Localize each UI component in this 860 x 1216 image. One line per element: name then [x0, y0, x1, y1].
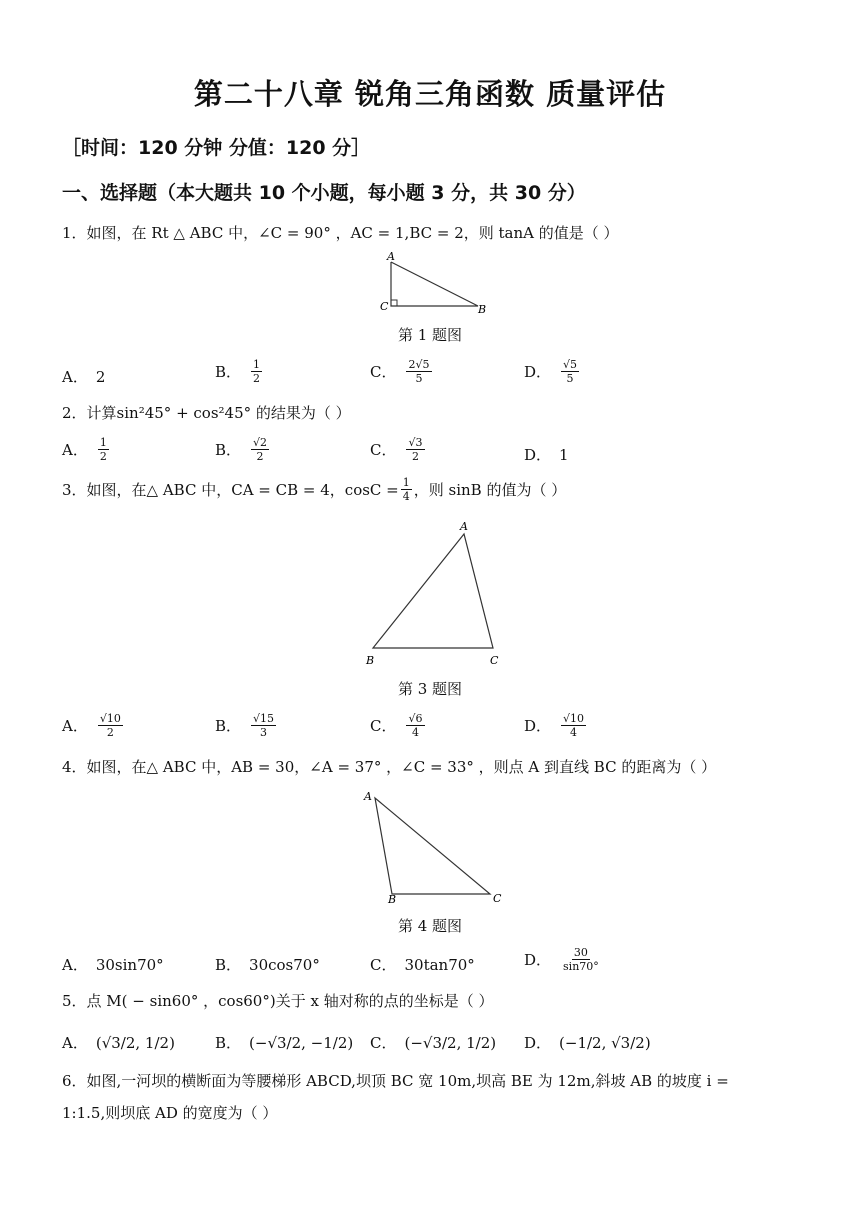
q3-option-d[interactable]: D． $\frac{√10}{4}$ [524, 712, 585, 739]
q3-option-c[interactable]: C． $\frac{√6}{4}$ [370, 712, 423, 739]
q5-option-c[interactable]: C． (−√3/2, 1/2) [370, 1033, 497, 1052]
q4-option-c[interactable]: C． 30tan70° [370, 955, 475, 974]
q4-option-b[interactable]: B． 30cos70° [215, 955, 320, 974]
q3-label-c: C [490, 654, 499, 667]
q1-label-c: C [380, 300, 389, 313]
q2-option-a[interactable]: A． $\frac{1}{2}$ [62, 436, 107, 463]
q1-label-b: B [478, 303, 487, 316]
exam-meta: ［时间：120 分钟 分值：120 分］ [62, 137, 371, 159]
question-1-figure [375, 252, 490, 316]
q5-option-b[interactable]: B． (−√3/2, −1/2) [215, 1033, 354, 1052]
q1-option-c[interactable]: C． $\frac{2√5}{5}$ [370, 358, 430, 385]
q4-label-c: C [493, 892, 502, 905]
q1-label-a: A [387, 252, 395, 263]
q2-option-d[interactable]: D． 1 [524, 445, 569, 464]
q3-option-a[interactable]: A． $\frac{√10}{2}$ [62, 712, 121, 739]
question-6-stem-line1: 6．如图,一河坝的横断面为等腰梯形 ABCD,坝顶 BC 宽 10m,坝高 BE 为 12m,斜坡 AB 的坡度 i = [62, 1072, 729, 1090]
q1-option-d[interactable]: D． $\frac{√5}{5}$ [524, 358, 578, 385]
q2-option-c[interactable]: C． $\frac{√3}{2}$ [370, 436, 423, 463]
q3-option-b[interactable]: B． $\frac{√15}{3}$ [215, 712, 275, 739]
q5-option-d[interactable]: D． (−1/2, √3/2) [524, 1033, 651, 1052]
question-6-stem-line2: 1:1.5,则坝底 AD 的宽度为（ ） [62, 1104, 278, 1122]
question-1-caption: 第 1 题图 [397, 326, 463, 344]
question-3-caption: 第 3 题图 [397, 680, 463, 698]
question-2-stem: 2．计算sin²45° + cos²45° 的结果为（ ） [62, 404, 351, 422]
page-title: 第二十八章 锐角三角函数 质量评估 [193, 77, 667, 111]
question-4-stem: 4．如图，在△ ABC 中，AB = 30，∠A = 37° ，∠C = 33° ，则点 A 到直线 BC 的距离为（ ） [62, 758, 717, 776]
q1-option-b[interactable]: B． $\frac{1}{2}$ [215, 358, 261, 385]
q4-label-a: A [364, 790, 372, 803]
q1-option-a[interactable]: A． 2 [62, 367, 106, 386]
question-1-stem: 1．如图，在 Rt △ ABC 中，∠C = 90° ，AC = 1,BC = 2，则 tanA 的值是（ ） [62, 224, 619, 242]
question-5-stem: 5．点 M( − sin60° ，cos60°)关于 x 轴对称的点的坐标是（ ） [62, 992, 494, 1010]
section-heading: 一、选择题（本大题共 10 个小题，每小题 3 分，共 30 分） [62, 182, 586, 204]
q4-option-d[interactable]: D． $\frac{30}{\sin 70^\circ}$ [524, 946, 599, 973]
q3-label-a: A [460, 520, 468, 533]
question-3-stem: 3．如图，在△ ABC 中，CA = CB = 4，cosC = $\frac{1}{4}$ ，则 sinB 的值为（ ） [62, 476, 567, 503]
question-3-figure [360, 518, 505, 670]
q3-label-b: B [366, 654, 375, 667]
q4-option-a[interactable]: A． 30sin70° [62, 955, 164, 974]
question-4-caption: 第 4 题图 [397, 917, 463, 935]
q4-label-b: B [388, 893, 397, 906]
q5-option-a[interactable]: A． (√3/2, 1/2) [62, 1033, 175, 1052]
q2-option-b[interactable]: B． $\frac{√2}{2}$ [215, 436, 268, 463]
question-4-figure [360, 786, 510, 906]
